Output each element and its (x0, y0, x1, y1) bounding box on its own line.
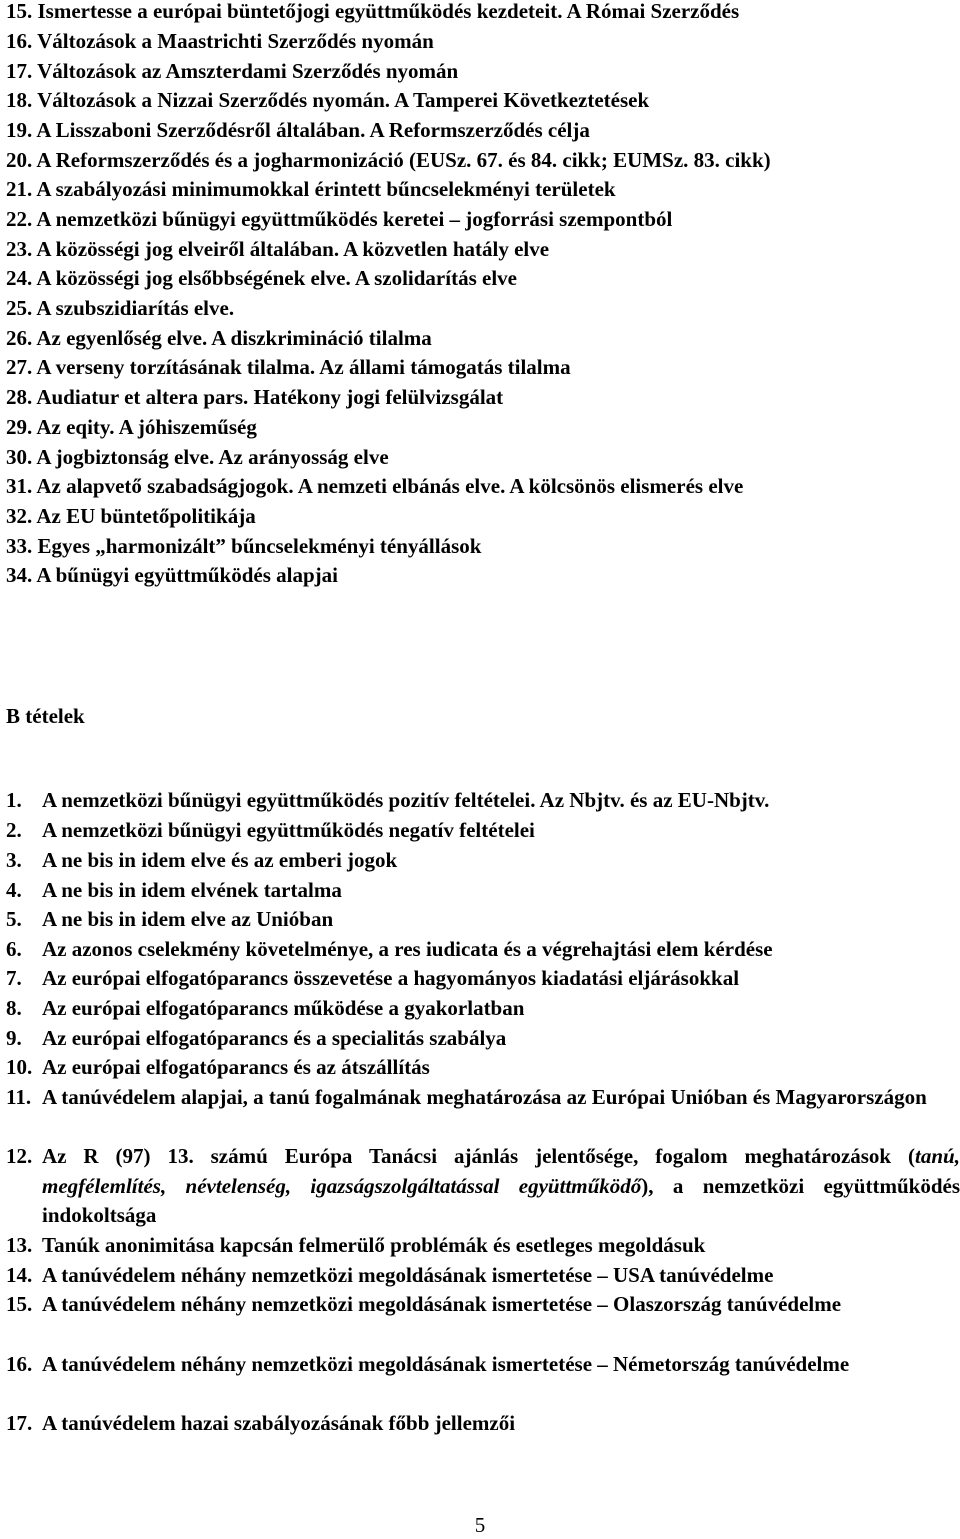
list-item: 15. Ismertesse a európai büntetőjogi együttműködés kezdeteit. A Római Szerződés (6, 0, 740, 23)
item-text (42, 1142, 960, 1231)
list-item (6, 1142, 960, 1231)
item-text: Az azonos cselekmény követelménye, a res iudicata és a végrehajtási elem kérdése (42, 937, 773, 961)
list-item: 28. Audiatur et altera pars. Hatékony jogi felülvizsgálat (6, 385, 504, 409)
item-number: 17. (6, 1411, 33, 1435)
section-heading: B tételek (6, 704, 85, 728)
list-item: 24. A közösségi jog elsőbbségének elve. A szolidarítás elve (6, 266, 517, 290)
item-text: Az európai elfogatóparancs és az átszállítás (42, 1055, 430, 1079)
item-number: 16. (6, 1352, 33, 1376)
list-item: 25. A szubszidiarítás elve. (6, 296, 235, 320)
list-item (6, 1261, 960, 1291)
page-number: 5 (474, 1513, 486, 1537)
item-text: Tanúk anonimitása kapcsán felmerülő problémák és esetleges megoldásuk (42, 1233, 706, 1257)
item-text: A tanúvédelem néhány nemzetközi megoldásának ismertetése – Németország tanúvédelme (42, 1352, 850, 1376)
list-item: 19. A Lisszaboni Szerződésről általában. A Reformszerződés célja (6, 118, 590, 142)
list-item (6, 1024, 960, 1054)
item-text: A ne bis in idem elve az Unióban (42, 907, 334, 931)
list-item: 33. Egyes „harmonizált” bűncselekményi tényállások (6, 534, 482, 558)
list-item: 27. A verseny torzításának tilalma. Az állami támogatás tilalma (6, 355, 571, 379)
list-item: 23. A közösségi jog elveiről általában. A közvetlen hatály elve (6, 237, 550, 261)
item-number: 15. (6, 1292, 33, 1316)
list-item (6, 1409, 960, 1439)
list-item (6, 964, 960, 994)
item-text: Az európai elfogatóparancs és a specialitás szabálya (42, 1026, 507, 1050)
list-item (6, 935, 960, 965)
list-item (6, 1350, 960, 1380)
item-text: A tanúvédelem alapjai, a tanú fogalmának meghatározása az Európai Unióban és Magyarországon (42, 1085, 927, 1109)
list-item: 22. A nemzetközi bűnügyi együttműködés keretei – jogforrási szempontból (6, 207, 673, 231)
item-text: A tanúvédelem néhány nemzetközi megoldásának ismertetése – USA tanúvédelme (42, 1263, 774, 1287)
list-item (6, 1083, 960, 1113)
list-item: 20. A Reformszerződés és a jogharmonizáció (EUSz. 67. és 84. cikk; EUMSz. 83. cikk) (6, 148, 771, 172)
item-text: Az európai elfogatóparancs működése a gyakorlatban (42, 996, 525, 1020)
item-number: 7. (6, 966, 22, 990)
item-text: A tanúvédelem hazai szabályozásának főbb jellemzői (42, 1411, 516, 1435)
list-item: 29. Az eqity. A jóhiszeműség (6, 415, 257, 439)
item-number: 12. (6, 1144, 33, 1168)
item-text: A ne bis in idem elve és az emberi jogok (42, 848, 398, 872)
item-number: 10. (6, 1055, 33, 1079)
item-number: 13. (6, 1233, 33, 1257)
list-item (6, 1231, 960, 1261)
item-number: 9. (6, 1026, 22, 1050)
item-text: Az európai elfogatóparancs összevetése a hagyományos kiadatási eljárásokkal (42, 966, 740, 990)
list-item: 31. Az alapvető szabadságjogok. A nemzeti elbánás elve. A kölcsönös elismerés elve (6, 474, 744, 498)
list-item (6, 905, 960, 935)
list-item (6, 1053, 960, 1083)
list-item (6, 994, 960, 1024)
item-number: 6. (6, 937, 22, 961)
item-number: 2. (6, 818, 22, 842)
list-item: 17. Változások az Amszterdami Szerződés nyomán (6, 59, 459, 83)
item-text: A tanúvédelem néhány nemzetközi megoldásának ismertetése – Olaszország tanúvédelme (42, 1292, 842, 1316)
list-item: 32. Az EU büntetőpolitikája (6, 504, 256, 528)
item-number: 3. (6, 848, 22, 872)
list-item: 26. Az egyenlőség elve. A diszkrimináció tilalma (6, 326, 432, 350)
item-text-italic: tanú, megfélemlítés, névtelenség, igazságszolgáltatással együttműködő (42, 1144, 960, 1198)
list-item (6, 876, 960, 906)
item-text: A nemzetközi bűnügyi együttműködés negatív feltételei (42, 818, 535, 842)
item-text: A nemzetközi bűnügyi együttműködés pozitív feltételei. Az Nbjtv. és az EU-Nbjtv. (42, 788, 770, 812)
list-item (6, 1290, 960, 1320)
item-text-part: Az R (97) 13. számú Európa Tanácsi ajánlás jelentősége, fogalom meghatározások ( (42, 1144, 916, 1168)
item-number: 4. (6, 878, 22, 902)
item-number: 1. (6, 788, 22, 812)
list-item (6, 786, 960, 816)
list-item: 34. A bűnügyi együttműködés alapjai (6, 563, 339, 587)
item-number: 8. (6, 996, 22, 1020)
list-item: 21. A szabályozási minimumokkal érintett bűncselekményi területek (6, 177, 616, 201)
item-number: 5. (6, 907, 22, 931)
list-item (6, 816, 960, 846)
list-item: 30. A jogbiztonság elve. Az arányosság elve (6, 445, 389, 469)
item-number: 11. (6, 1085, 32, 1109)
list-item: 18. Változások a Nizzai Szerződés nyomán. A Tamperei Következtetések (6, 88, 650, 112)
list-item (6, 846, 960, 876)
item-text: A ne bis in idem elvének tartalma (42, 878, 342, 902)
item-text-part: ), a nemzetközi együttműködés indokoltsága (42, 1173, 960, 1228)
item-number: 14. (6, 1263, 33, 1287)
list-item: 16. Változások a Maastrichti Szerződés nyomán (6, 29, 434, 53)
